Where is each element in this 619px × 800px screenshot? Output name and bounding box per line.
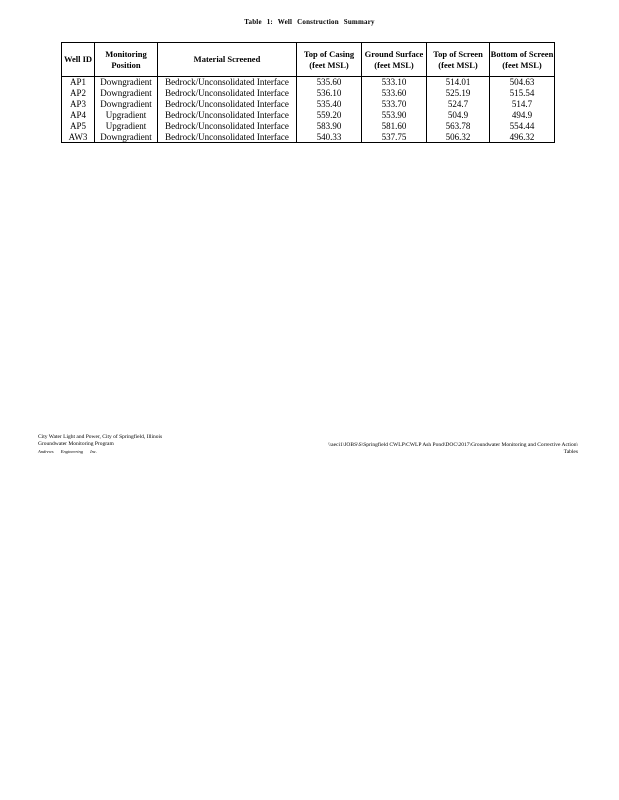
cell-ground-surface: 553.90 [362, 110, 427, 121]
header-monitoring-position: Monitoring Position [95, 43, 158, 77]
table-row [62, 110, 555, 121]
header-top-of-casing: Top of Casing (feet MSL) [297, 43, 362, 77]
cell-top-casing: 559.20 [297, 110, 362, 121]
cell-position: Downgradient [95, 132, 158, 143]
cell-material: Bedrock/Unconsolidated Interface [158, 110, 297, 121]
cell-well-id: AP5 [62, 121, 95, 132]
cell-ground-surface: 533.70 [362, 99, 427, 110]
cell-top-casing: 535.40 [297, 99, 362, 110]
cell-well-id: AP2 [62, 88, 95, 99]
header-ground-surface: Ground Surface (feet MSL) [362, 43, 427, 77]
cell-position: Upgradient [95, 121, 158, 132]
cell-ground-surface: 533.60 [362, 88, 427, 99]
footer-program: Groundwater Monitoring Program [38, 441, 114, 447]
cell-top-screen: 524.7 [427, 99, 490, 110]
cell-material: Bedrock/Unconsolidated Interface [158, 88, 297, 99]
header-top-of-screen: Top of Screen (feet MSL) [427, 43, 490, 77]
header-bottom-of-screen: Bottom of Screen (feet MSL) [490, 43, 555, 77]
table-row [62, 121, 555, 132]
table-row [62, 88, 555, 99]
table-header-row [62, 43, 555, 77]
cell-position: Downgradient [95, 99, 158, 110]
cell-material: Bedrock/Unconsolidated Interface [158, 132, 297, 143]
header-material-screened: Material Screened [158, 43, 297, 77]
cell-top-screen: 504.9 [427, 110, 490, 121]
cell-top-casing: 536.10 [297, 88, 362, 99]
footer-right [328, 442, 578, 456]
well-construction-table [61, 42, 555, 143]
cell-position: Upgradient [95, 110, 158, 121]
cell-bottom-screen: 496.32 [490, 132, 555, 143]
cell-ground-surface: 537.75 [362, 132, 427, 143]
cell-well-id: AP3 [62, 99, 95, 110]
cell-bottom-screen: 504.63 [490, 77, 555, 88]
cell-bottom-screen: 514.7 [490, 99, 555, 110]
cell-top-screen: 563.78 [427, 121, 490, 132]
cell-material: Bedrock/Unconsolidated Interface [158, 121, 297, 132]
footer-left [38, 434, 162, 455]
cell-material: Bedrock/Unconsolidated Interface [158, 99, 297, 110]
table-row [62, 77, 555, 88]
cell-top-casing: 535.60 [297, 77, 362, 88]
cell-well-id: AP4 [62, 110, 95, 121]
cell-ground-surface: 581.60 [362, 121, 427, 132]
table-title: Table 1: Well Construction Summary [244, 18, 375, 26]
header-well-id: Well ID [62, 43, 95, 77]
cell-well-id: AW3 [62, 132, 95, 143]
footer-client: City Water Light and Power, City of Springfield, Illinois [38, 434, 163, 440]
cell-top-screen: 514.01 [427, 77, 490, 88]
footer-file-path: \\aeci1\JOBS\S\Springfield CWLP\CWLP Ash Pond\DOC\2017\Groundwater Monitoring and Corrective Action\ [328, 442, 578, 448]
cell-top-screen: 506.32 [427, 132, 490, 143]
cell-bottom-screen: 494.9 [490, 110, 555, 121]
footer-section: Tables [563, 449, 578, 455]
cell-top-screen: 525.19 [427, 88, 490, 99]
cell-bottom-screen: 515.54 [490, 88, 555, 99]
cell-position: Downgradient [95, 88, 158, 99]
table-row [62, 99, 555, 110]
footer-engineer: Andrews Engineering Inc. [38, 449, 97, 454]
cell-top-casing: 540.33 [297, 132, 362, 143]
table-row [62, 132, 555, 143]
cell-position: Downgradient [95, 77, 158, 88]
cell-top-casing: 583.90 [297, 121, 362, 132]
cell-ground-surface: 533.10 [362, 77, 427, 88]
cell-material: Bedrock/Unconsolidated Interface [158, 77, 297, 88]
cell-bottom-screen: 554.44 [490, 121, 555, 132]
cell-well-id: AP1 [62, 77, 95, 88]
